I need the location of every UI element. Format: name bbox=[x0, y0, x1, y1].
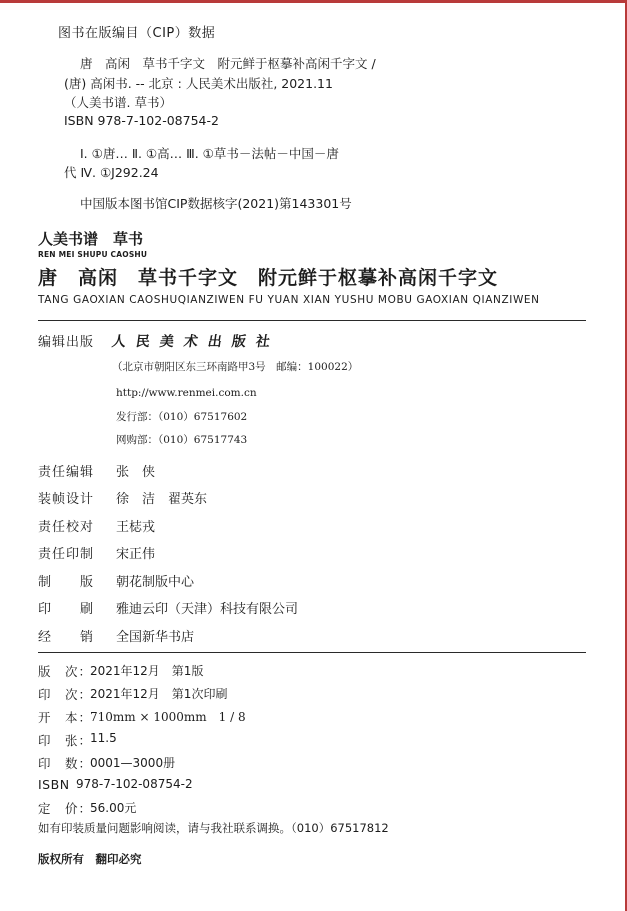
book-title-pinyin: TANG GAOXIAN CAOSHUQIANZIWEN FU YUAN XIAN YUSHU MOBU GAOXIAN QIANZIWEN bbox=[38, 294, 540, 306]
divider-bottom bbox=[38, 652, 586, 653]
credit-label: 责任编辑 bbox=[38, 465, 95, 480]
cip-line-2: (唐) 高闲书. -- 北京 : 人民美术出版社, 2021.11 bbox=[64, 76, 333, 91]
edition-value: 0001—3000册 bbox=[90, 756, 176, 770]
credit-value: 王梽戎 bbox=[116, 520, 156, 535]
cip-line-6: 代 Ⅳ. ①J292.24 bbox=[64, 165, 159, 180]
edition-value: 710mm × 1000mm 1 / 8 bbox=[90, 710, 246, 724]
divider-top bbox=[38, 320, 586, 321]
edition-label: 定 价： bbox=[38, 801, 93, 816]
top-border bbox=[0, 0, 627, 3]
credit-label: 制 版 bbox=[38, 575, 95, 590]
cip-line-1: 唐 高闲 草书千字文 附元鲜于枢摹补高闲千字文 / bbox=[80, 56, 376, 71]
edition-value: 11.5 bbox=[90, 731, 117, 745]
cip-line-5: Ⅰ. ①唐… Ⅱ. ①高… Ⅲ. ①草书－法帖－中国－唐 bbox=[80, 146, 339, 161]
credit-label: 经 销 bbox=[38, 630, 95, 645]
publisher-address: （北京市朝阳区东三环南路甲3号 邮编：100022） bbox=[112, 361, 359, 373]
credit-value: 雅迪云印（天津）科技有限公司 bbox=[116, 602, 299, 617]
edition-label: 印 张： bbox=[38, 733, 93, 748]
credit-value: 全国新华书店 bbox=[116, 630, 195, 645]
series-name: 人美书谱 草书 bbox=[38, 230, 144, 248]
credit-value: 徐 洁 翟英东 bbox=[116, 492, 208, 507]
publisher-label: 编辑出版 bbox=[38, 335, 95, 350]
credit-label: 责任印制 bbox=[38, 547, 95, 562]
credit-value: 张 侠 bbox=[116, 465, 156, 480]
rights-statement: 版权所有 翻印必究 bbox=[38, 852, 142, 866]
credit-value: 宋正伟 bbox=[116, 547, 156, 562]
series-pinyin: REN MEI SHUPU CAOSHU bbox=[38, 250, 148, 259]
cip-line-4: ISBN 978-7-102-08754-2 bbox=[64, 113, 219, 128]
publisher-logo: 人民美术出版社 bbox=[110, 334, 281, 350]
edition-label: 开 本： bbox=[38, 710, 93, 725]
credit-label: 印 刷 bbox=[38, 602, 95, 617]
edition-value: 56.00元 bbox=[90, 801, 137, 815]
book-title: 唐 高闲 草书千字文 附元鲜于枢摹补高闲千字文 bbox=[38, 267, 499, 289]
publisher-dept-online: 网购部：（010）67517743 bbox=[116, 434, 248, 446]
edition-label: 版 次： bbox=[38, 664, 93, 679]
publisher-dept-sales: 发行部：（010）67517602 bbox=[116, 411, 248, 423]
edition-value: 978-7-102-08754-2 bbox=[76, 777, 193, 791]
credit-value: 朝花制版中心 bbox=[116, 575, 195, 590]
publisher-url: http://www.renmei.com.cn bbox=[116, 387, 257, 399]
credit-label: 责任校对 bbox=[38, 520, 95, 535]
cip-line-7: 中国版本图书馆CIP数据核字(2021)第143301号 bbox=[80, 196, 352, 211]
cip-line-3: （人美书谱. 草书） bbox=[64, 95, 172, 110]
edition-label: 印 数： bbox=[38, 756, 93, 771]
edition-label: 印 次： bbox=[38, 687, 93, 702]
edition-value: 2021年12月 第1次印刷 bbox=[90, 687, 228, 701]
edition-label: ISBN bbox=[38, 777, 70, 792]
edition-value: 2021年12月 第1版 bbox=[90, 664, 204, 678]
cip-heading: 图书在版编目（CIP）数据 bbox=[58, 26, 216, 41]
credit-label: 装帧设计 bbox=[38, 492, 95, 507]
notice: 如有印装质量问题影响阅读，请与我社联系调换。（010）67517812 bbox=[38, 821, 389, 835]
